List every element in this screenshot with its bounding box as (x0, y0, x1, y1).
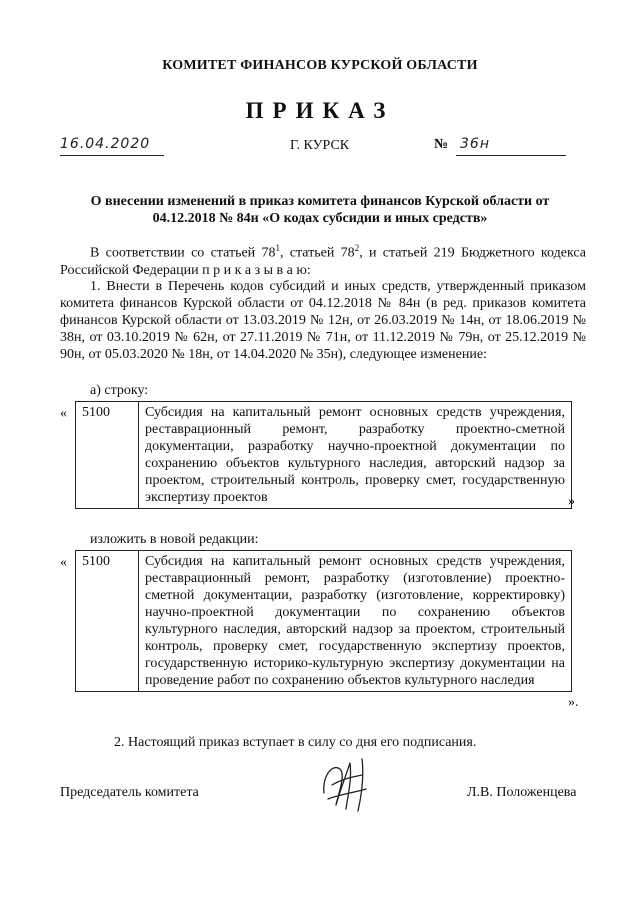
old-row-table (75, 401, 572, 509)
number-handwritten: 36н (460, 136, 490, 152)
preamble-part-3: , и статьей 219 Бюджетного кодекса Российской Федерации п р и к а з ы в а ю: (60, 245, 586, 278)
order-subject (60, 193, 580, 227)
document-title: ПРИКАЗ (245, 98, 395, 123)
old-row-code: 5100 (76, 402, 139, 509)
preamble-part-1: В соответствии со статьей 78 (90, 245, 276, 261)
organization-name: КОМИТЕТ ФИНАНСОВ КУРСКОЙ ОБЛАСТИ (162, 58, 478, 73)
number-field (456, 135, 566, 156)
subpoint-a: а) строку: (90, 383, 149, 398)
new-row-code: 5100 (76, 551, 139, 692)
old-row-text: Субсидия на капитальный ремонт основных средств учреждения, реставрационный ремонт, разработку проектно-сметной документации, разработку научно-проектной документации по сохранению объектов культурного наследия, авторский надзор за проектом, строительный контроль, проверку смет, государственную экспертизу проектов (139, 402, 572, 509)
table-row (76, 551, 572, 692)
subject-line-1: О внесении изменений в приказ комитета финансов Курской области от (90, 194, 550, 209)
signatory-position: Председатель комитета (60, 785, 199, 800)
signature-scribble (318, 755, 388, 813)
number-label: № (434, 137, 449, 152)
date-field (60, 135, 164, 156)
signatory-name: Л.В. Положенцева (467, 785, 577, 800)
new-row-text: Субсидия на капитальный ремонт основных средств учреждения, реставрационный ремонт, разработку (изготовление) проектно-сметной документации, разработку (изготовление, корректировку) научно-проектной документации по сохранению объектов культурного наследия, авторский надзор за проектом, строительный контроль, проверку смет, государственную экспертизу проектов, государственную историко-культурную экспертизу документации на проведение работ по сохранению объектов культурного наследия (139, 551, 572, 692)
new-row-open-quote: « (60, 555, 67, 570)
table-row (76, 402, 572, 509)
subject-line-2: 04.12.2018 № 84н «О кодах субсидии и иных средств» (152, 211, 488, 226)
new-row-close-quote: ». (568, 695, 579, 710)
new-edition-label: изложить в новой редакции: (90, 532, 259, 547)
point-2: 2. Настоящий приказ вступает в силу со дня его подписания. (114, 735, 477, 750)
superscript-1: 1 (275, 243, 280, 253)
old-row-close-quote: » (568, 494, 575, 509)
preamble-part-2: , статьей 78 (279, 245, 355, 261)
old-row-open-quote: « (60, 406, 67, 421)
preamble (60, 240, 586, 279)
point-1: 1. Внести в Перечень кодов субсидий и иных средств, утвержденный приказом комитета финансов Курской области от 04.12.2018 № 84н (в ред. приказов комитета финансов Курской области от 13.03.2019 № 12н, от 26.03.2019 № 14н, от 18.06.2019 № 38н, от 03.10.2019 № 62н, от 27.11.2019 № 71н, от 11.12.2019 № 79н, от 25.12.2019 № 90н, от 05.03.2020 № 18н, от 14.04.2020 № 35н), следующее изменение: (60, 279, 586, 362)
superscript-2: 2 (354, 243, 360, 253)
city: Г. КУРСК (290, 138, 350, 153)
date-handwritten: 16.04.2020 (60, 136, 151, 152)
new-row-table (75, 550, 572, 692)
